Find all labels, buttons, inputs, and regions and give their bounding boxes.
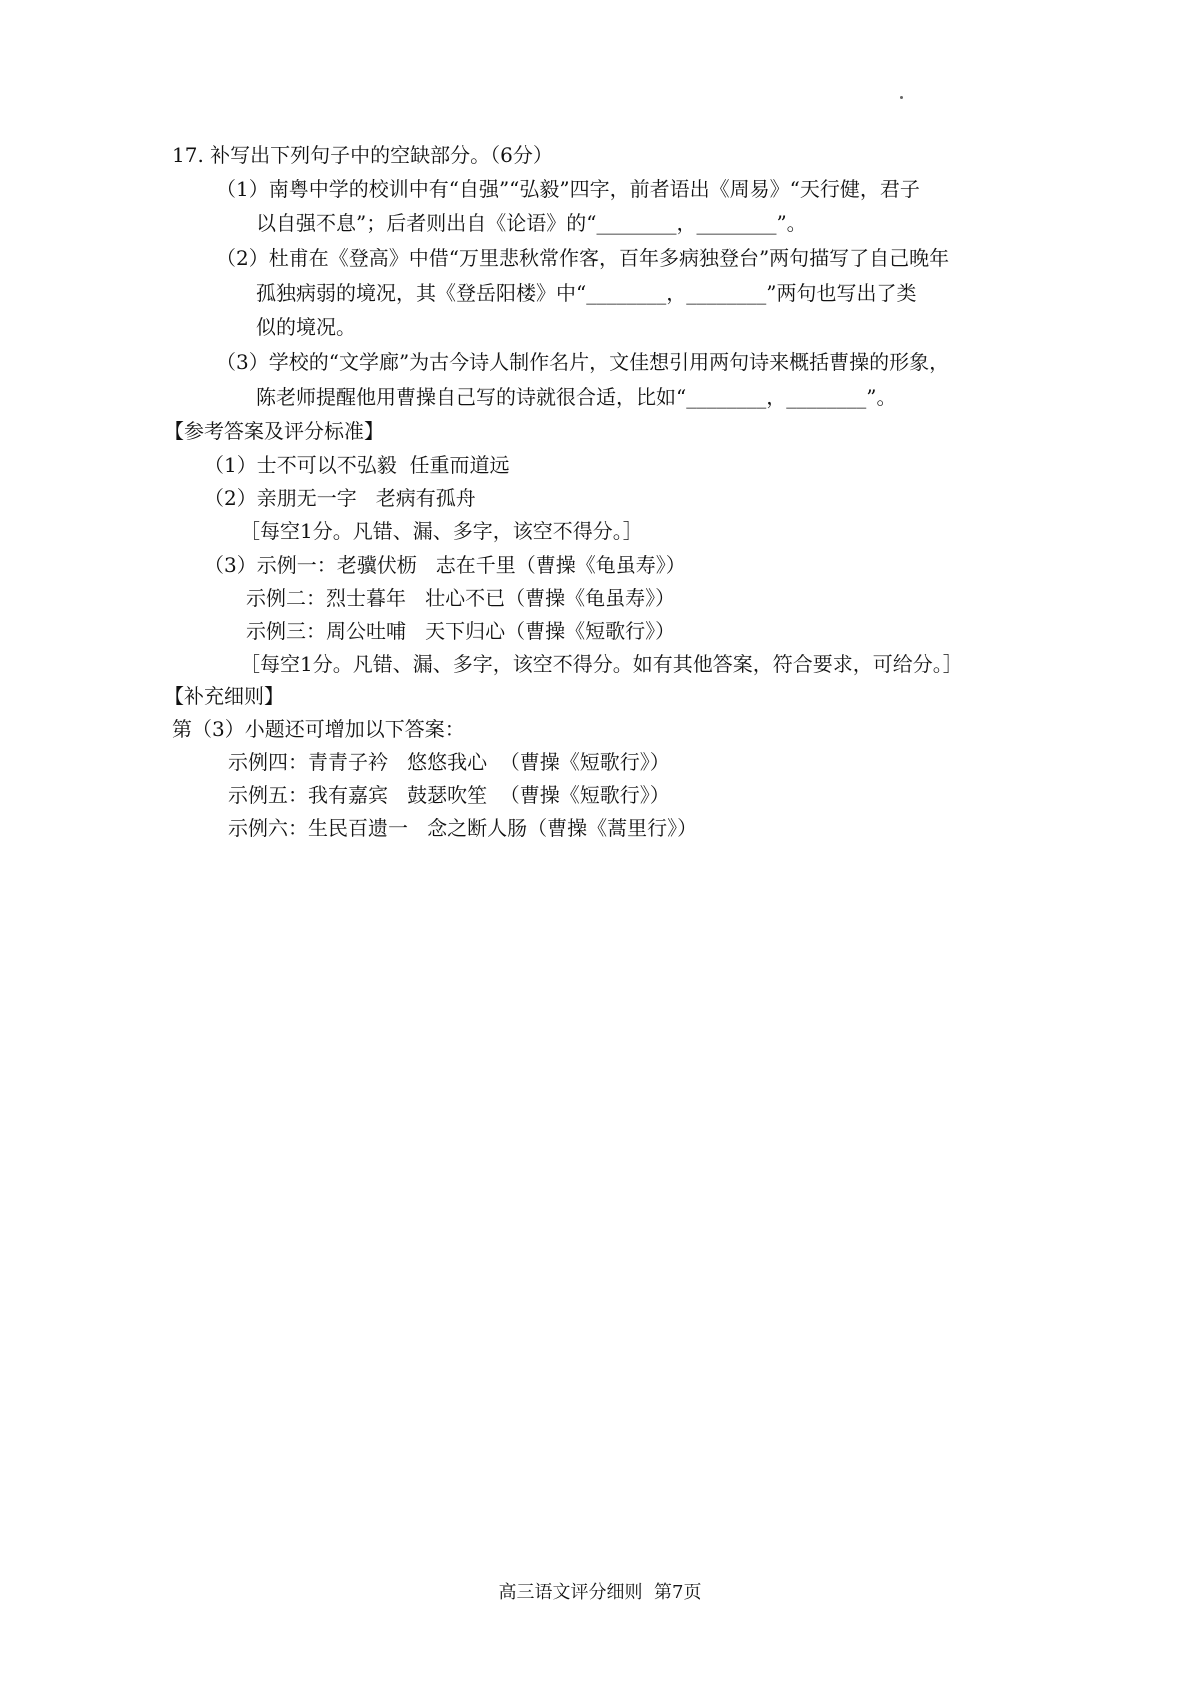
question-item-2-line-1: （2）杜甫在《登高》中借“万里悲秋常作客，百年多病独登台”两句描写了自己晚年 [216,246,950,270]
supplement-example-6: 示例六：生民百遗一 念之断人肠（曹操《蒿里行》） [228,816,698,840]
answer-3: （3）示例一：老骥伏枥 志在千里（曹操《龟虽寿》） [204,553,686,577]
question-title: 17. 补写出下列句子中的空缺部分。（6分） [172,143,553,167]
scan-dot [900,96,903,99]
answer-3-example-3: 示例三：周公吐哺 天下归心（曹操《短歌行》） [246,619,676,643]
scoring-note-2: ［每空1分。凡错、漏、多字，该空不得分。如有其他答案，符合要求，可给分。］ [240,652,963,676]
scoring-note-1: ［每空1分。凡错、漏、多字，该空不得分。］ [240,519,643,543]
question-item-2-line-2: 孤独病弱的境况，其《登岳阳楼》中“________，________”两句也写出了类 [256,281,917,305]
supplement-heading: 【补充细则】 [164,684,284,708]
answers-heading: 【参考答案及评分标准】 [164,419,384,443]
answer-2: （2）亲朋无一字 老病有孤舟 [204,486,476,510]
supplement-intro: 第（3）小题还可增加以下答案： [172,717,465,741]
question-item-1-line-1: （1）南粤中学的校训中有“自强”“弘毅”四字，前者语出《周易》“天行健，君子 [216,177,920,201]
page-footer: 高三语文评分细则 第7页 [498,1582,702,1603]
question-item-3-line-1: （3）学校的“文学廊”为古今诗人制作名片，文佳想引用两句诗来概括曹操的形象， [216,350,950,374]
supplement-example-4: 示例四：青青子衿 悠悠我心 （曹操《短歌行》） [228,750,670,774]
answer-3-example-2: 示例二：烈士暮年 壮心不已（曹操《龟虽寿》） [246,586,676,610]
question-item-3-line-2: 陈老师提醒他用曹操自己写的诗就很合适，比如“________，________”。 [256,385,897,409]
question-item-2-line-3: 似的境况。 [256,315,356,339]
question-item-1-line-2: 以自强不息”；后者则出自《论语》的“________，________”。 [256,211,807,235]
supplement-example-5: 示例五：我有嘉宾 鼓瑟吹笙 （曹操《短歌行》） [228,783,670,807]
answer-1: （1）士不可以不弘毅 任重而道远 [204,453,510,477]
